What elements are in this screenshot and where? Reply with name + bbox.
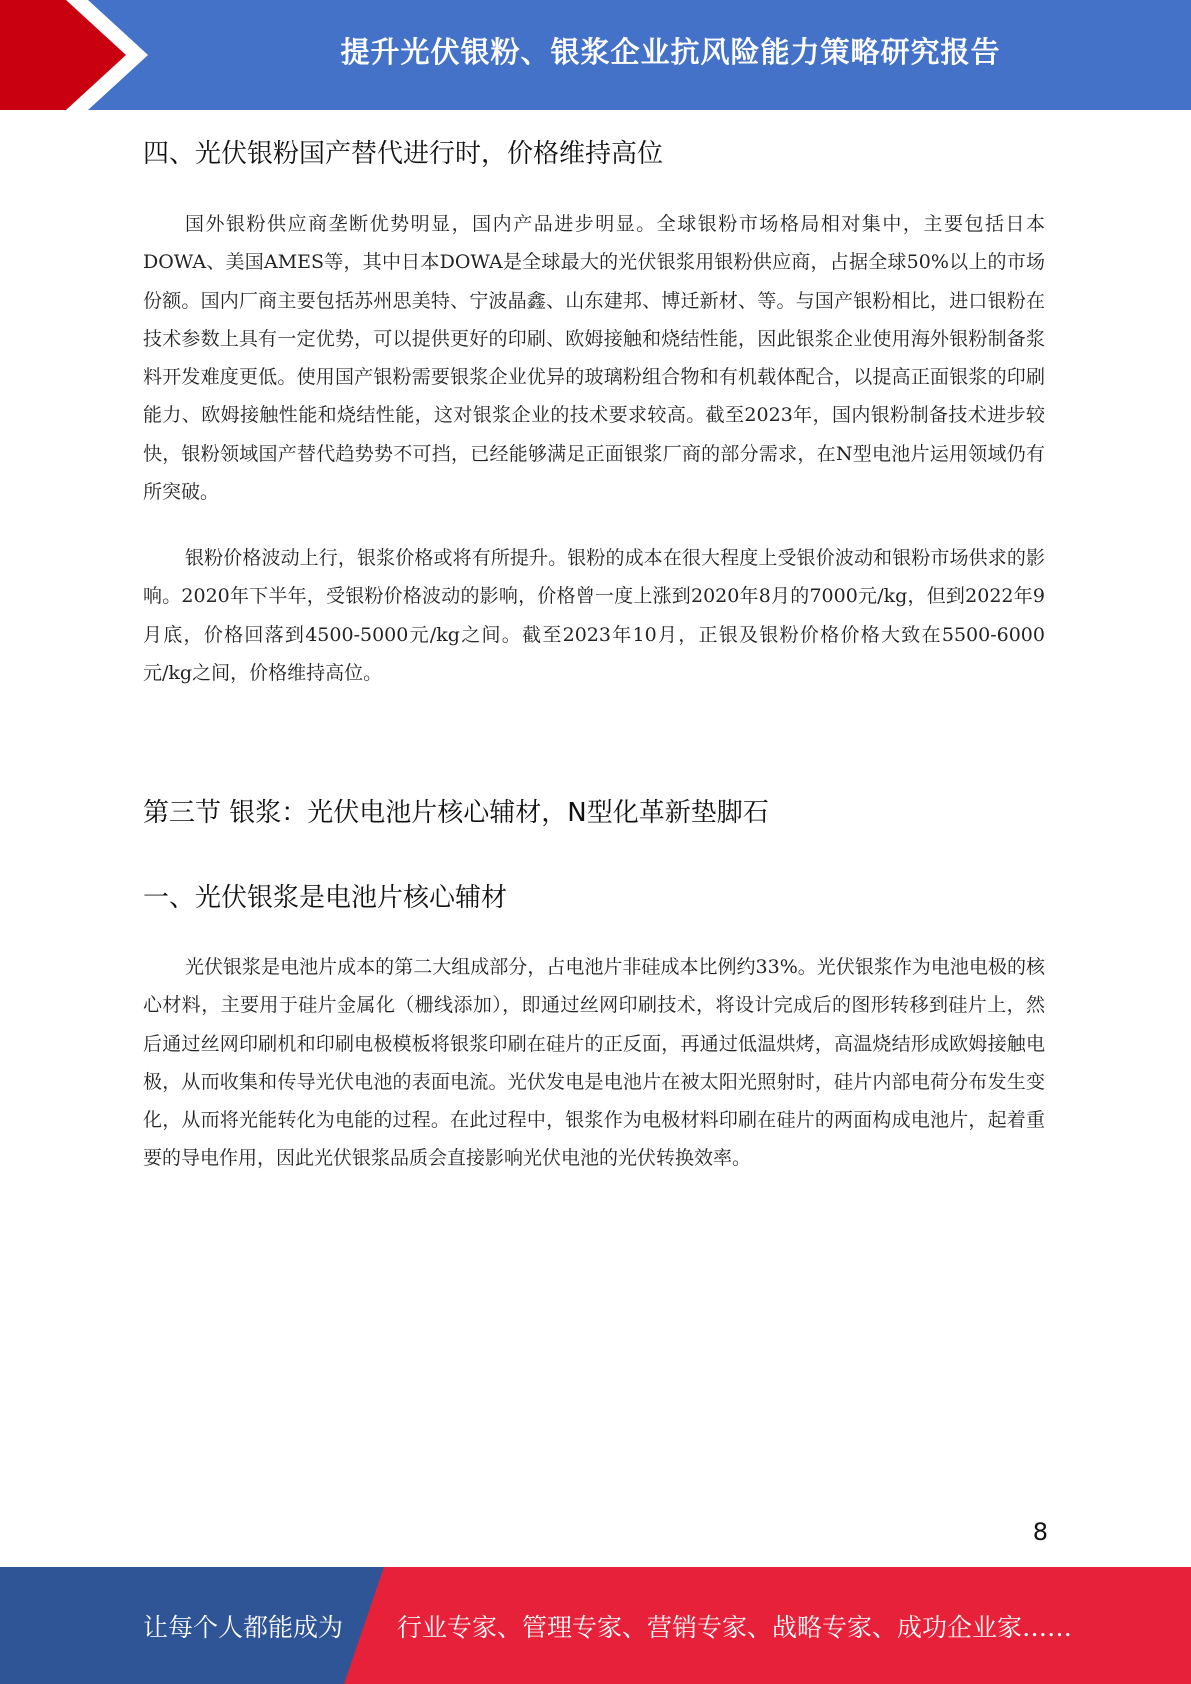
section-heading-silver-paste-core: 一、光伏银浆是电池片核心辅材 xyxy=(143,883,508,913)
paragraph-silver-paste-role: 光伏银浆是电池片成本的第二大组成部分，占电池片非硅成本比例约33%。光伏银浆作为电池电极的核心材料，主要用于硅片金属化（栅线添加），即通过丝网印刷技术，将设计完成后的图形转移到硅片上，然后通过丝网印刷机和印刷电极模板将银浆印刷在硅片的正反面，再通过低温烘烤，高温烧结形成欧姆接触电极，从而收集和传导光伏电池的表面电流。光伏发电是电池片在被太阳光照射时，硅片内部电荷分布发生变化，从而将光能转化为电能的过程。在此过程中，银浆作为电极材料印刷在硅片的两面构成电池片，起着重要的导电作用，因此光伏银浆品质会直接影响光伏电池的光伏转换效率。 xyxy=(143,956,1045,1170)
page-header xyxy=(0,0,1191,110)
footer-slogan-left: 让每个人都能成为 xyxy=(143,1612,344,1642)
paragraph-silver-powder-suppliers: 国外银粉供应商垄断优势明显，国内产品进步明显。全球银粉市场格局相对集中，主要包括日本DOWA、美国AMES等，其中日本DOWA是全球最大的光伏银浆用银粉供应商，占据全球50%以上的市场份额。国内厂商主要包括苏州思美特、宁波晶鑫、山东建邦、博迁新材、等。与国产银粉相比，进口银粉在技术参数上具有一定优势，可以提供更好的印刷、欧姆接触和烧结性能，因此银浆企业使用海外银粉制备浆料开发难度更低。使用国产银粉需要银浆企业优异的玻璃粉组合物和有机载体配合，以提高正面银浆的印刷能力、欧姆接触性能和烧结性能，这对银浆企业的技术要求较高。截至2023年，国内银粉制备技术进步较快，银粉领域国产替代趋势势不可挡，已经能够满足正面银浆厂商的部分需求，在N型电池片运用领域仍有所突破。 xyxy=(143,213,1045,504)
paragraph-silver-powder-price: 银粉价格波动上行，银浆价格或将有所提升。银粉的成本在很大程度上受银价波动和银粉市场供求的影响。2020年下半年，受银粉价格波动的影响，价格曾一度上涨到2020年8月的7000元/kg，但到2022年9月底，价格回落到4500-5000元/kg之间。截至2023年10月，正银及银粉价格价格大致在5500-6000元/kg之间，价格维持高位。 xyxy=(143,547,1045,684)
footer-slogan-right: 行业专家、管理专家、营销专家、战略专家、成功企业家…… xyxy=(397,1612,1073,1642)
page-footer xyxy=(0,1567,1191,1684)
page-number: 8 xyxy=(1032,1518,1048,1546)
section-heading-silver-powder: 四、光伏银粉国产替代进行时，价格维持高位 xyxy=(143,139,664,169)
chapter-heading-silver-paste: 第三节 银浆：光伏电池片核心辅材，N型化革新垫脚石 xyxy=(143,798,769,828)
report-title: 提升光伏银粉、银浆企业抗风险能力策略研究报告 xyxy=(340,34,1001,69)
